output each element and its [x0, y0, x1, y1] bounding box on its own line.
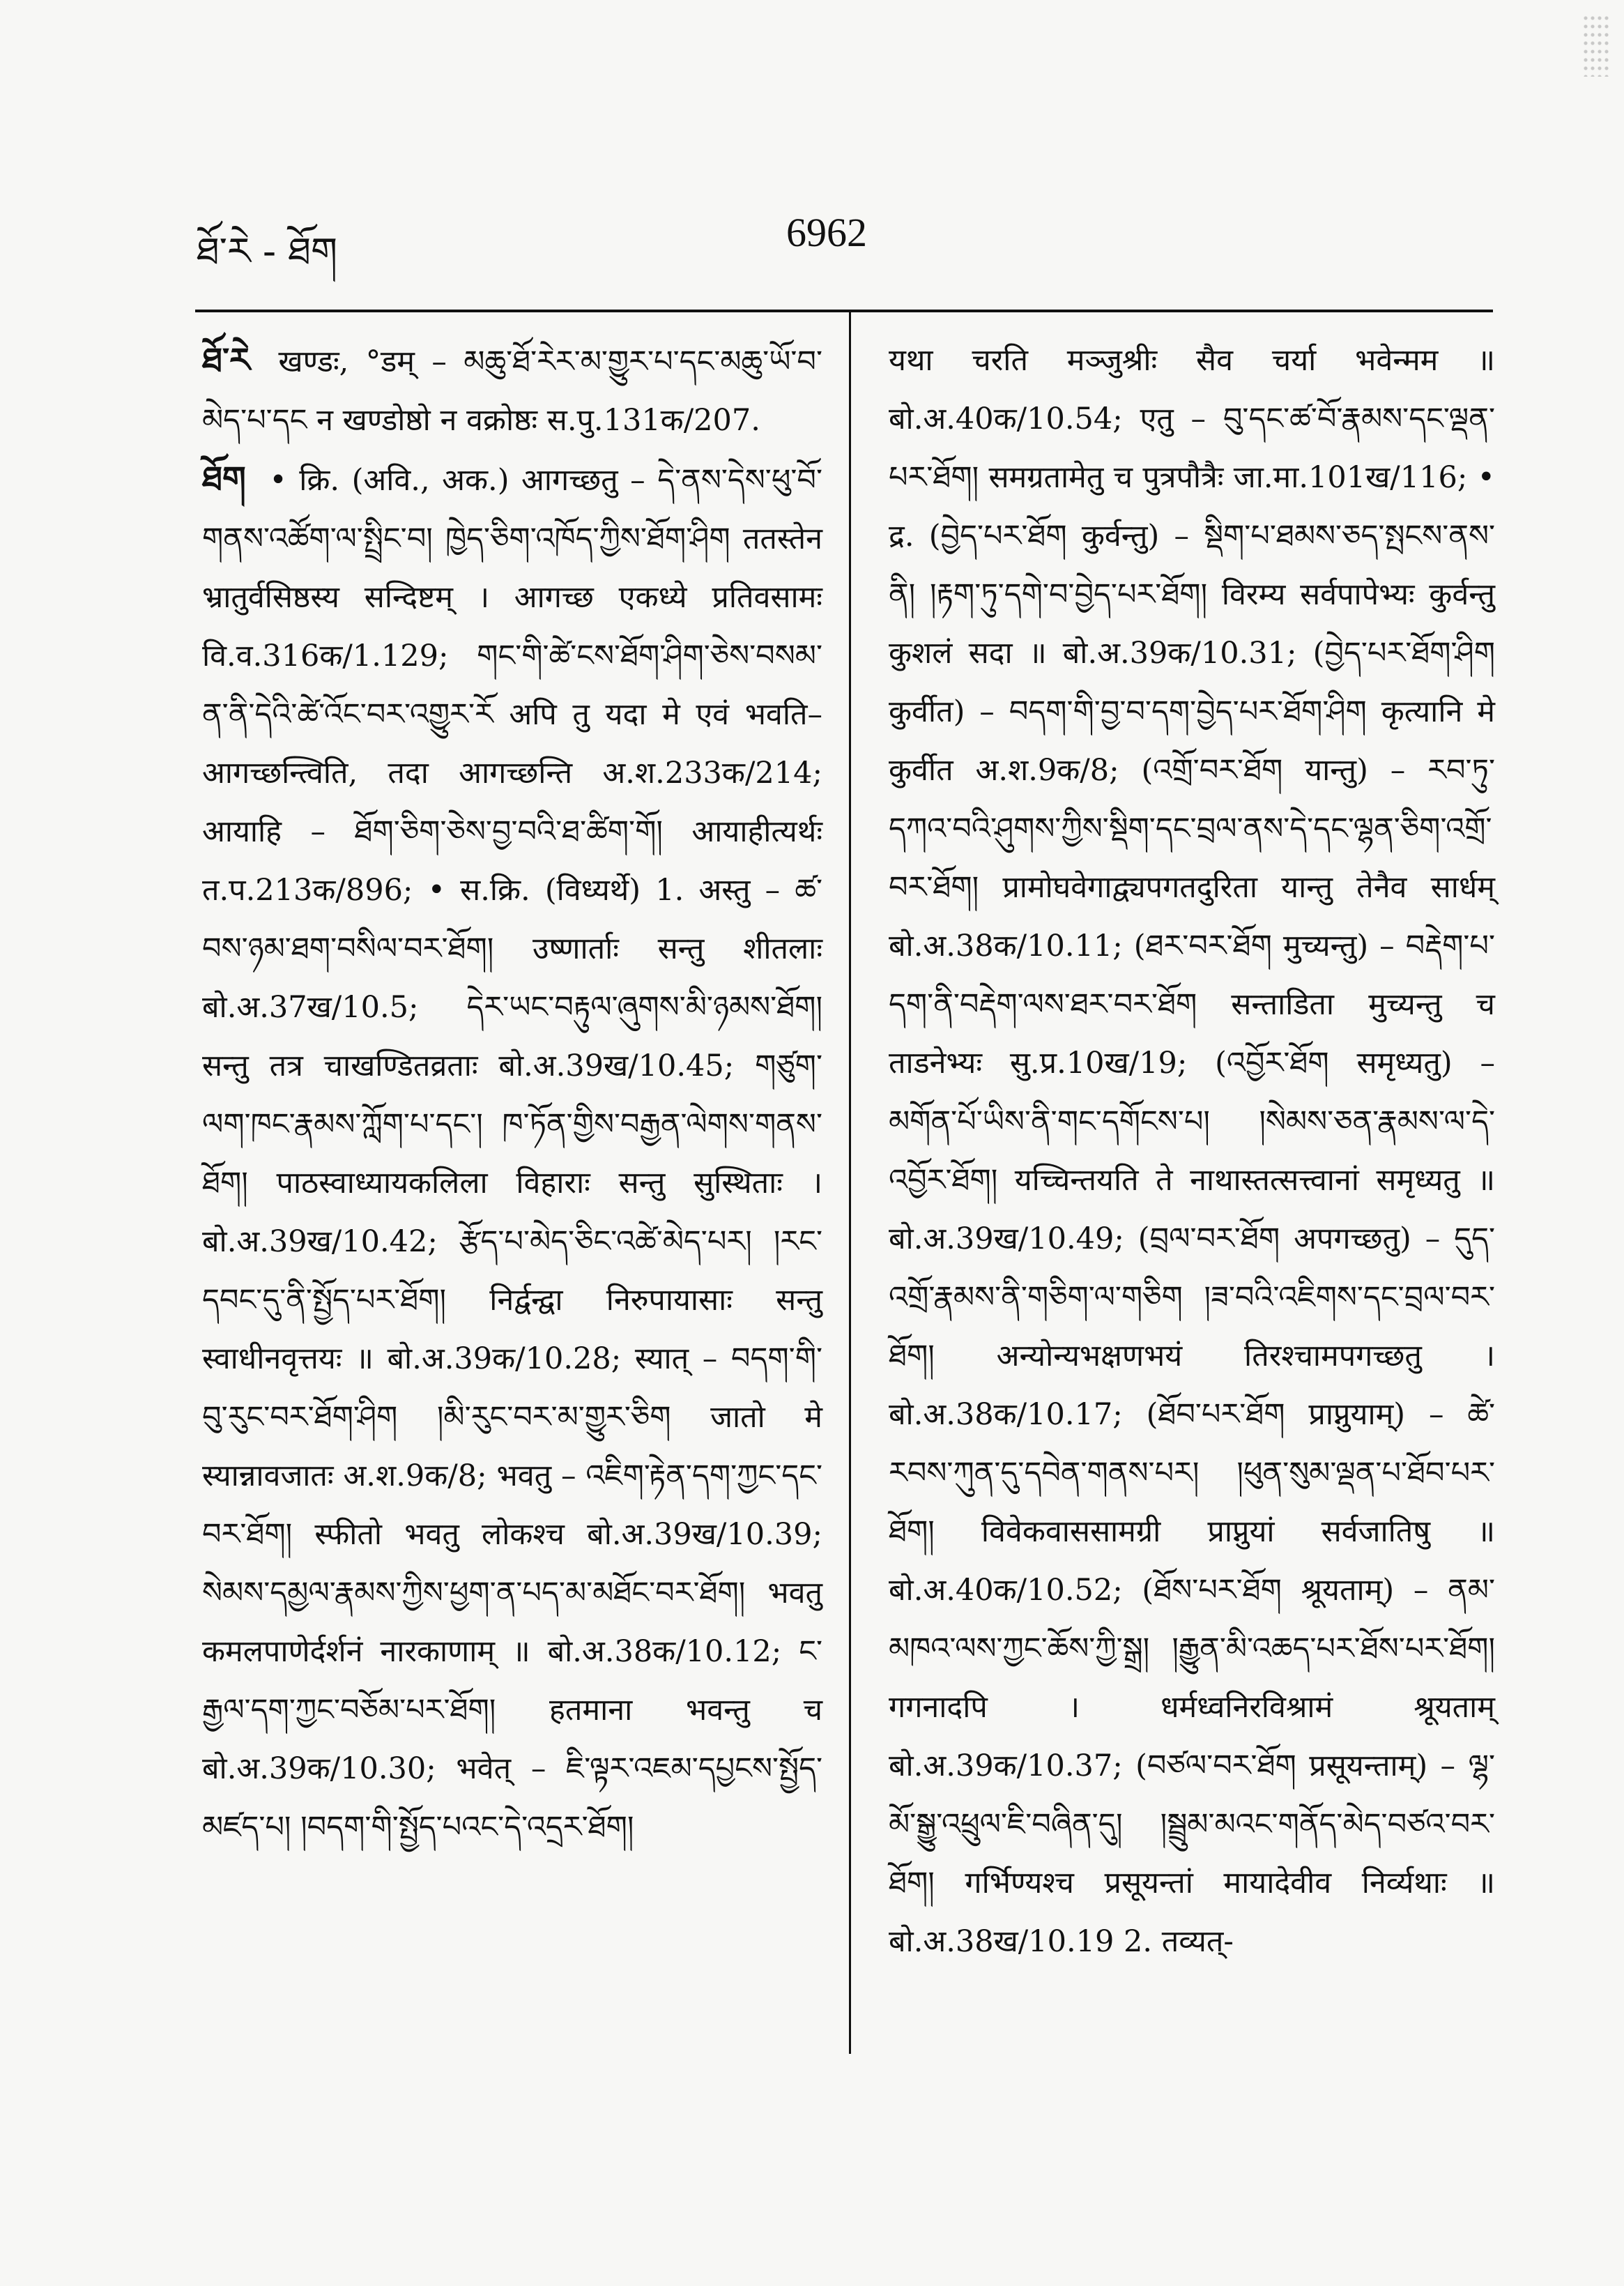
- page-number: 6962: [786, 210, 867, 255]
- entry-body: • क्रि. (अवि., अक.) आगच्छतु – དེ་ནས་དེས་ཕུ་བོ་གནས་འཚོག་ལ་སྤྲིང་བ། ཁྱེད་ཅིག་འཁོད་ཀྱིས་ཐོག་ཤིག ततस्तेन भ्रातुर्वसिष्ठस्य सन्दिष्टम् । आगच्छ एकध्ये प्रतिवसामः वि.व.316क/1.129; གང་གི་ཚེ་ངས་ཐོག་ཤིག་ཅེས་བསམ་ན་ནི་དེའི་ཚེ་འོང་བར་འགྱུར་རོ अपि तु यदा मे एवं भवति–आगच्छन्त्विति, तदा आगच्छन्ति अ.श.233क/214; आयाहि – ཐོག་ཅིག་ཅེས་བྱ་བའི་ཐ་ཚིག་གོ། आयाहीत्यर्थः त.प.213क/896; • स.क्रि. (विध्यर्थे) 1. अस्तु – ཚ་བས་ཉམ་ཐག་བསིལ་བར་ཐོག། उष्णार्ताः सन्तु शीतलाः बो.अ.37ख/10.5; དེར་ཡང་བརྟུལ་ཞུགས་མི་ཉམས་ཐོག། सन्तु तत्र चाखण्डितव्रताः बो.अ.39ख/10.45; གཙུག་ལག་ཁང་རྣམས་ཀློག་པ་དང་། ཁ་ཏོན་གྱིས་བརྒྱན་ལེགས་གནས་ཐོག། पाठस्वाध्यायकलिला विहाराः सन्तु सुस्थिताः । बो.अ.39ख/10.42; རྩོད་པ་མེད་ཅིང་འཚེ་མེད་པར། །རང་དབང་དུ་ནི་སྤྱོད་པར་ཐོག། निर्द्वन्द्वा निरुपायासाः सन्तु स्वाधीनवृत्तयः ॥ बो.अ.39क/10.28; स्यात् – བདག་གི་བུ་རུང་བར་ཐོག་ཤིག །མི་རུང་བར་མ་གྱུར་ཅིག जातो मे स्यान्नावजातः अ.श.9क/8; भवतु – འཇིག་རྟེན་དག་ཀྱང་དང་བར་ཐོག། स्फीतो भवतु लोकश्च बो.अ.39ख/10.39; སེམས་དམྱལ་རྣམས་ཀྱིས་ཕྱག་ན་པད་མ་མཐོང་བར་ཐོག། भवतु कमलपाणेर्दर्शनं नारकाणाम् ॥ बो.अ.38क/10.12; ང་རྒྱལ་དག་ཀྱང་བཅོམ་པར་ཐོག། हतमाना भवन्तु च बो.अ.39क/10.30; भवेत् – ཇི་ལྟར་འཇམ་དཔྱངས་སྤྱོད་མཛད་པ། །བདག་གི་སྤྱོད་པའང་དེ་འདྲར་ཐོག།: [202, 463, 823, 1845]
- column-divider: [849, 311, 851, 2054]
- entry-continuation: यथा चरति मञ्जुश्रीः सैव चर्या भवेन्मम ॥ बो.अ.40क/10.54; एतु – བུ་དང་ཚ་བོ་རྣམས་དང་ལྡན་པར་ཐོག། समग्रतामेतु च पुत्रपौत्रैः जा.मा.101ख/116; • द्र. (བྱེད་པར་ཐོག कुर्वन्तु) – སྡིག་པ་ཐམས་ཅད་སྤངས་ནས་ནི། །རྟག་ཏུ་དགེ་བ་བྱེད་པར་ཐོག། विरम्य सर्वपापेभ्यः कुर्वन्तु कुशलं सदा ॥ बो.अ.39क/10.31; (བྱེད་པར་ཐོག་ཤིག कुर्वीत) – བདག་གི་བྱ་བ་དག་བྱེད་པར་ཐོག་ཤིག कृत्यानि मे कुर्वीत अ.श.9क/8; (འགྲོ་བར་ཐོག यान्तु) – རབ་ཏུ་དཀའ་བའི་ཤུགས་ཀྱིས་སྡིག་དང་བྲལ་ནས་དེ་དང་ལྷན་ཅིག་འགྲོ་བར་ཐོག། प्रामोघवेगाद्व्यपगतदुरिता यान्तु तेनैव सार्धम् बो.अ.38क/10.11; (ཐར་བར་ཐོག मुच्यन्तु) – བརྡེག་པ་དག་ནི་བརྡེག་ལས་ཐར་བར་ཐོག सन्ताडिता मुच्यन्तु च ताडनेभ्यः सु.प्र.10ख/19; (འབྱོར་ཐོག समृध्यतु) – མགོན་པོ་ཡིས་ནི་གང་དགོངས་པ། །སེམས་ཅན་རྣམས་ལ་དེ་འབྱོར་ཐོག། यच्चिन्तयति ते नाथास्तत्सत्त्वानां समृध्यतु ॥ बो.अ.39ख/10.49; (བྲལ་བར་ཐོག अपगच्छतु) – དུད་འགྲོ་རྣམས་ནི་གཅིག་ལ་གཅིག །ཟ་བའི་འཇིགས་དང་བྲལ་བར་ཐོག། अन्योन्यभक्षणभयं तिरश्चामपगच्छतु । बो.अ.38क/10.17; (ཐོབ་པར་ཐོག प्राप्नुयाम्) – ཚེ་རབས་ཀུན་དུ་དབེན་གནས་པར། །ཕུན་སུམ་ལྡན་པ་ཐོབ་པར་ཐོག། विवेकवाससामग्री प्राप्नुयां सर्वजातिषु ॥ बो.अ.40क/10.52; (ཐོས་པར་ཐོག श्रूयताम्) – ནམ་མཁའ་ལས་ཀྱང་ཆོས་ཀྱི་སྒྲ། །རྒྱུན་མི་འཆད་པར་ཐོས་པར་ཐོག། गगनादपि । धर्मध्वनिरविश्रामं श्रूयताम् बो.अ.39क/10.37; (བཙལ་བར་ཐོག प्रसूयन्ताम्) – ལྷ་མོ་སྒྱུ་འཕྲུལ་ཇི་བཞིན་དུ། །སྦྲུམ་མའང་གནོད་མེད་བཙའ་བར་ཐོག། गर्भिण्यश्च प्रसूयन्तां मायादेवीव निर्व्यथाः ॥ बो.अ.38ख/10.19 2. तव्यत्-: [889, 343, 1495, 1959]
- entry-headword: ཐོག: [202, 459, 246, 498]
- header-rule: [195, 310, 1493, 312]
- scan-speck: [1582, 14, 1610, 77]
- left-column: [202, 331, 822, 1857]
- entry: [202, 331, 822, 450]
- right-column: [889, 331, 1495, 1971]
- entry-headword: ཐོ་རེ: [202, 341, 250, 380]
- entry: [202, 450, 822, 1857]
- running-head: ཐོ་རེ - ཐོག: [197, 229, 338, 273]
- entry-body: खण्डः, °डम् – མཆུ་ཐོ་རེར་མ་གྱུར་པ་དང་མཆུ་ཡོ་བ་མེད་པ་དང न खण्डोष्ठो न वक्रोष्ठः स.पु.131क/207.: [202, 344, 822, 438]
